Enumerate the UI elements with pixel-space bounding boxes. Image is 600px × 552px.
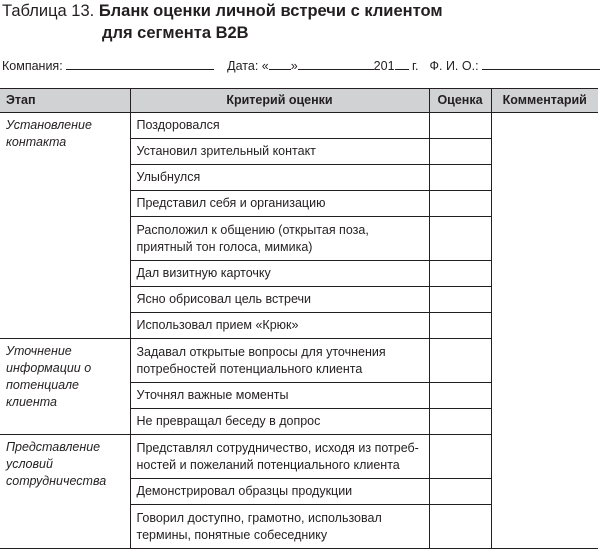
score-cell[interactable] [429,435,491,479]
score-cell[interactable] [429,165,491,191]
evaluation-table [0,88,598,549]
title-line-1: Бланк оценки личной встречи с клиентом [98,2,443,20]
criterion-cell: Установил зрительный контакт [130,139,429,165]
company-label: Компания: [2,59,63,73]
header-score: Оценка [429,89,491,113]
score-cell[interactable] [429,287,491,313]
header-criterion: Критерий оценки [130,89,429,113]
fio-field[interactable] [482,57,600,70]
score-cell[interactable] [429,339,491,383]
criterion-cell: Улыбнулся [130,165,429,191]
table-title [2,0,443,44]
score-cell[interactable] [429,217,491,261]
comment-cell[interactable] [491,113,598,549]
score-cell[interactable] [429,409,491,435]
date-label: Дата: « [227,59,269,73]
title-prefix: Таблица 13. [2,2,95,20]
table-header-row [0,89,598,113]
date-mid: » [290,59,298,73]
criterion-cell: Уточнял важные моменты [130,383,429,409]
year-suffix: г. [412,59,419,73]
criterion-cell: Поздоровался [130,113,429,139]
score-cell[interactable] [429,191,491,217]
score-cell[interactable] [429,383,491,409]
criterion-cell: Расположил к общению (открытая поза, приятный тон голоса, мимика) [130,217,429,261]
score-cell[interactable] [429,479,491,505]
criterion-cell: Представил себя и организацию [130,191,429,217]
title-line-2: для сегмента B2B [102,24,249,42]
stage-cell: Уточнение информации о потенциале клиента [0,339,130,435]
criterion-cell: Представлял сотрудничество, исходя из потреб-ностей и пожеланий потенциального клиента [130,435,429,479]
stage-cell: Установление контакта [0,113,130,339]
stage-cell: Представление условий сотрудничества [0,435,130,549]
score-cell[interactable] [429,261,491,287]
criterion-cell: Говорил доступно, грамотно, использовал термины, понятные собеседнику [130,505,429,549]
criterion-cell: Не превращал беседу в допрос [130,409,429,435]
criterion-cell: Ясно обрисовал цель встречи [130,287,429,313]
header-comment: Комментарий [491,89,598,113]
company-field[interactable] [66,57,214,70]
criterion-cell: Использовал прием «Крюк» [130,313,429,339]
fio-label: Ф. И. О.: [429,59,479,73]
form-header-line [2,57,598,74]
score-cell[interactable] [429,113,491,139]
header-stage: Этап [0,89,130,113]
date-day-field[interactable] [269,57,291,70]
table-row [0,113,598,139]
score-cell[interactable] [429,313,491,339]
score-cell[interactable] [429,505,491,549]
date-month-field[interactable] [298,57,374,70]
year-prefix: 201 [373,59,395,73]
year-field[interactable] [395,57,409,70]
criterion-cell: Задавал открытые вопросы для уточнения потребностей потенциального клиента [130,339,429,383]
criterion-cell: Демонстрировал образцы продукции [130,479,429,505]
score-cell[interactable] [429,139,491,165]
criterion-cell: Дал визитную карточку [130,261,429,287]
